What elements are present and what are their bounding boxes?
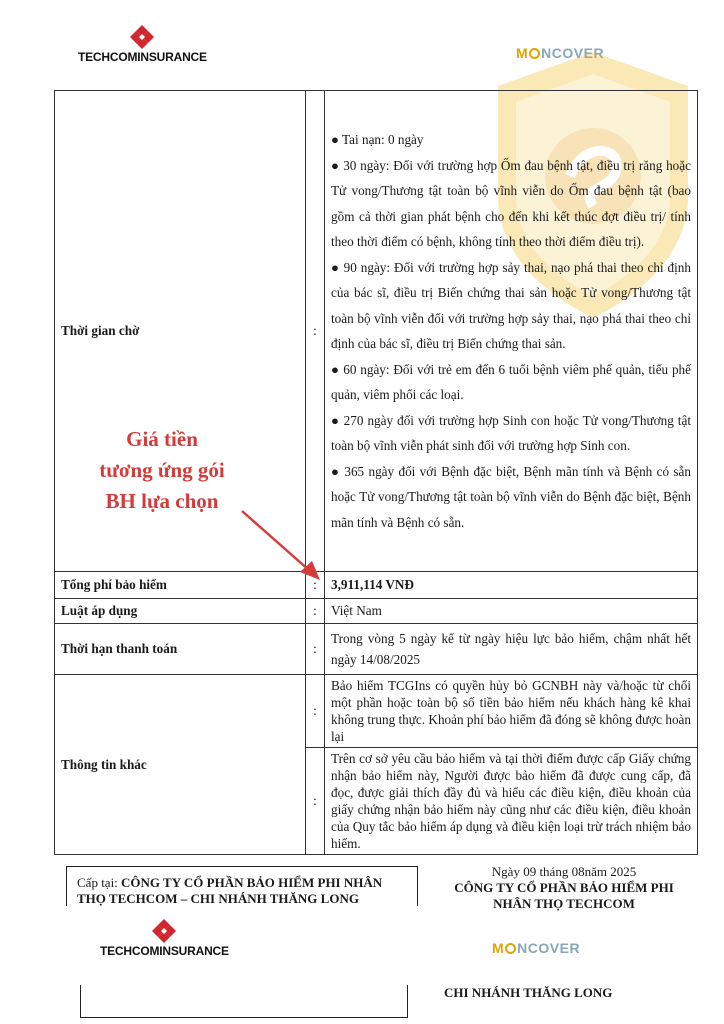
premium-value: 3,911,114 VNĐ: [325, 572, 698, 599]
colon: :: [306, 572, 325, 599]
waiting-period-list: [325, 91, 698, 572]
issued-at-box-continued: [80, 985, 408, 1018]
premium-row: [55, 572, 698, 599]
law-value: Việt Nam: [325, 599, 698, 624]
waiting-item: ● 90 ngày: Đối với trường hợp sảy thai, nạo phá thai theo chỉ định của bác sĩ, điều trị Biến chứng thai sản hoặc Tử vong/Thương tật toàn bộ vĩnh viễn đối với trường hợp sảy thai, nạo phá thai theo chỉ định của bác sĩ, điều trị Biến chứng thai sản.: [331, 259, 691, 351]
waiting-item: ● 60 ngày: Đối với trẻ em đến 6 tuổi bệnh viêm phế quản, tiểu phế quản, viêm phổi các loại.: [331, 361, 691, 402]
payment-label: Thời hạn thanh toán: [55, 624, 306, 675]
colon: :: [306, 624, 325, 675]
other-info-value-2: Trên cơ sở yêu cầu bảo hiểm và tại thời điểm được cấp Giấy chứng nhận bảo hiểm này, Người được bảo hiểm đã được cung cấp, đã đọc, được giải thích đầy đủ và hiểu các điều kiện, điều khoản của giấy chứng nhận bảo hiểm này cũng như các điều kiện, điều khoản của Quy tắc bảo hiểm áp dụng và điều kiện loại trừ trách nhiệm bảo hiểm.: [325, 748, 698, 855]
waiting-item: ● 30 ngày: Đối với trường hợp Ốm đau bệnh tật, điều trị răng hoặc Tử vong/Thương tật toàn bộ vĩnh viễn do Ốm đau bệnh tật (bao gồm cả thời gian phát bệnh cho đến khi kết thúc đợt điều trị/ tính theo thời điểm có bệnh, không tính theo thời điểm điều trị).: [331, 157, 691, 249]
techcom-diamond-icon: [122, 24, 162, 50]
colon: :: [306, 599, 325, 624]
issued-company-name: CÔNG TY CỔ PHẦN BẢO HIỂM PHI NHÂN THỌ TECHCOM – CHI NHÁNH THĂNG LONG: [77, 875, 383, 906]
other-info-value-1: Bảo hiểm TCGIns có quyền hủy bỏ GCNBH này và/hoặc từ chối một phần hoặc toàn bộ số tiền bảo hiểm nếu khách hàng kê khai không trung thực. Khoản phí bảo hiểm đã đóng sẽ không được hoàn lại: [325, 675, 698, 748]
annotation-arrow-icon: [236, 505, 326, 585]
payment-row: [55, 624, 698, 675]
price-annotation: Giá tiền tương ứng gói BH lựa chọn: [99, 427, 225, 513]
techcom-brand-text: TECHCOMINSURANCE: [78, 50, 207, 64]
techcom-brand-text: TECHCOMINSURANCE: [100, 944, 229, 958]
branch-name: CHI NHÁNH THĂNG LONG: [444, 985, 613, 1000]
law-row: [55, 599, 698, 624]
moncover-logo-2: M NCOVER: [492, 940, 581, 956]
issued-at-box: Cấp tại: CÔNG TY CỔ PHẦN BẢO HIỂM PHI NHÂN THỌ TECHCOM – CHI NHÁNH THĂNG LONG: [66, 866, 418, 906]
colon: :: [306, 675, 325, 748]
signature-block: [434, 864, 694, 912]
other-info-label: Thông tin khác: [55, 675, 306, 855]
other-info-row-1: [55, 675, 698, 748]
techcom-insurance-logo-2: [100, 918, 229, 958]
colon: :: [306, 91, 325, 572]
waiting-item: ● 270 ngày đối với trường hợp Sinh con hoặc Tử vong/Thương tật toàn bộ vĩnh viễn phát sinh đối với trường hợp Sinh con.: [331, 412, 691, 453]
colon: :: [306, 748, 325, 855]
techcom-insurance-logo: [78, 24, 207, 64]
issue-date: Ngày 09 tháng 08năm 2025: [491, 864, 637, 879]
techcom-diamond-icon: [144, 918, 184, 944]
moncover-logo: M NCOVER: [516, 45, 605, 61]
waiting-item: ● 365 ngày đối với Bệnh đặc biệt, Bệnh mãn tính và Bệnh có sẵn hoặc Tử vong/Thương tật toàn bộ vĩnh viễn do Bệnh đặc biệt, Bệnh mãn tính và Bệnh có sẵn.: [331, 463, 691, 530]
premium-label: Tổng phí bảo hiểm: [55, 572, 306, 599]
waiting-item: ● Tai nạn: 0 ngày: [331, 132, 424, 147]
signing-company: CÔNG TY CỔ PHẦN BẢO HIỂM PHI NHÂN THỌ TECHCOM: [454, 880, 674, 911]
waiting-period-label: Thời gian chờ: [55, 91, 306, 572]
moncover-o-icon: [505, 943, 516, 954]
law-label: Luật áp dụng: [55, 599, 306, 624]
payment-value: Trong vòng 5 ngày kể từ ngày hiệu lực bảo hiểm, chậm nhất hết ngày 14/08/2025: [325, 624, 698, 675]
